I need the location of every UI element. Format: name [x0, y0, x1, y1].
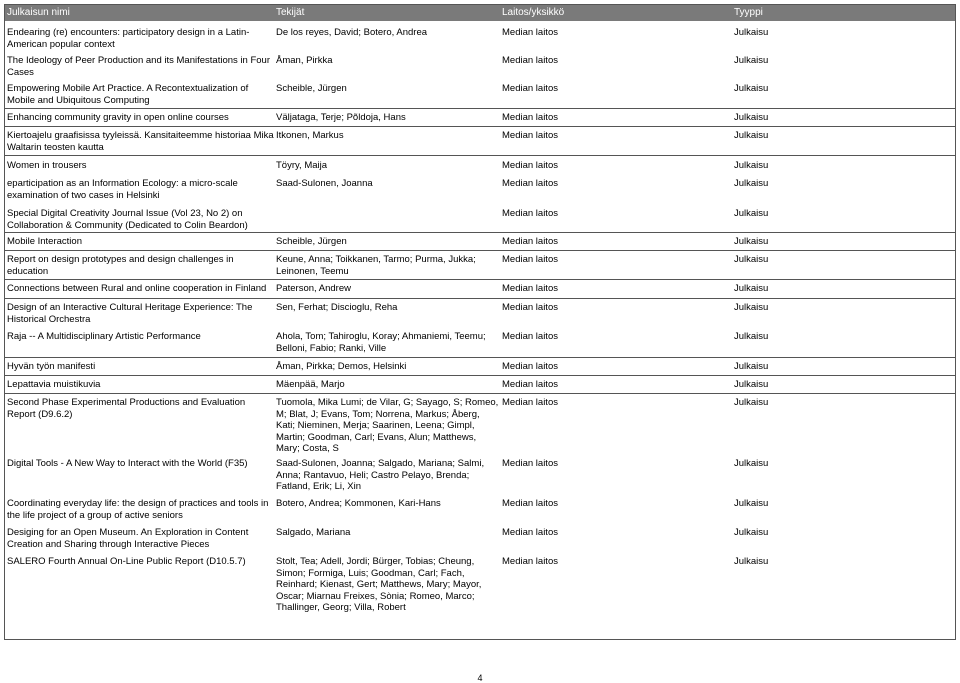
cell-department: Median laitos [502, 498, 558, 509]
row-divider [5, 126, 955, 127]
cell-type: Julkaisu [734, 458, 769, 469]
row-divider [5, 393, 955, 394]
cell-authors: Töyry, Maija [276, 160, 328, 171]
cell-authors: Saad-Sulonen, Joanna; Salgado, Mariana; Salmi, Anna; Rantavuo, Heli; Castro Pelayo, Brenda; Fatland, Erik; Li, Xin [276, 458, 485, 492]
header-type: Tyyppi [734, 7, 763, 18]
cell-title: SALERO Fourth Annual On-Line Public Report (D10.5.7) [7, 556, 246, 567]
row-divider [5, 250, 955, 251]
cell-department: Median laitos [502, 178, 558, 189]
cell-department: Median laitos [502, 112, 558, 123]
cell-department: Median laitos [502, 130, 558, 141]
cell-authors: Saad-Sulonen, Joanna [276, 178, 373, 189]
cell-authors: Keune, Anna; Toikkanen, Tarmo; Purma, Jukka; Leinonen, Teemu [276, 254, 476, 277]
header-title: Julkaisun nimi [7, 7, 70, 18]
cell-title: Endearing (re) encounters: participatory design in a Latin-American popular context [7, 27, 250, 50]
cell-authors: Botero, Andrea; Kommonen, Kari-Hans [276, 498, 441, 509]
cell-title: The Ideology of Peer Production and its Manifestations in Four Cases [7, 55, 270, 78]
cell-type: Julkaisu [734, 397, 769, 408]
cell-authors: Åman, Pirkka; Demos, Helsinki [276, 361, 407, 372]
row-divider [5, 155, 955, 156]
cell-department: Median laitos [502, 331, 558, 342]
cell-department: Median laitos [502, 55, 558, 66]
cell-title: Special Digital Creativity Journal Issue (Vol 23, No 2) on Collaboration & Community (Dedicated to Colin Beardon) [7, 208, 248, 231]
cell-type: Julkaisu [734, 83, 769, 94]
cell-type: Julkaisu [734, 130, 769, 141]
cell-authors: Sen, Ferhat; Discioglu, Reha [276, 302, 398, 313]
cell-department: Median laitos [502, 236, 558, 247]
cell-department: Median laitos [502, 283, 558, 294]
cell-title: Digital Tools - A New Way to Interact with the World (F35) [7, 458, 248, 469]
cell-type: Julkaisu [734, 556, 769, 567]
cell-type: Julkaisu [734, 254, 769, 265]
header-authors: Tekijät [276, 7, 305, 18]
cell-department: Median laitos [502, 254, 558, 265]
cell-type: Julkaisu [734, 379, 769, 390]
cell-department: Median laitos [502, 302, 558, 313]
cell-authors: Paterson, Andrew [276, 283, 351, 294]
cell-type: Julkaisu [734, 27, 769, 38]
table-header [5, 5, 955, 21]
cell-title: Empowering Mobile Art Practice. A Recontextualization of Mobile and Ubiquitous Computing [7, 83, 249, 106]
cell-department: Median laitos [502, 397, 558, 408]
row-divider [5, 279, 955, 280]
cell-type: Julkaisu [734, 208, 769, 219]
cell-department: Median laitos [502, 27, 558, 38]
cell-department: Median laitos [502, 556, 558, 567]
cell-title: Lepattavia muistikuvia [7, 379, 101, 390]
cell-title: Kiertoajelu graafisissa tyyleissä. Kansitaiteemme historiaa Mika Waltarin teosten kautta [7, 130, 274, 153]
cell-title: Raja -- A Multidisciplinary Artistic Performance [7, 331, 201, 342]
cell-title: Mobile Interaction [7, 236, 82, 247]
cell-authors: Väljataga, Terje; Põldoja, Hans [276, 112, 406, 123]
cell-title: Report on design prototypes and design challenges in education [7, 254, 234, 277]
cell-title: Hyvän työn manifesti [7, 361, 96, 372]
cell-authors: Scheible, Jürgen [276, 83, 347, 94]
cell-authors: De los reyes, David; Botero, Andrea [276, 27, 428, 38]
cell-department: Median laitos [502, 160, 558, 171]
cell-department: Median laitos [502, 361, 558, 372]
cell-type: Julkaisu [734, 283, 769, 294]
cell-title: Women in trousers [7, 160, 87, 171]
cell-authors: Salgado, Mariana [276, 527, 351, 538]
cell-title: Second Phase Experimental Productions and Evaluation Report (D9.6.2) [7, 397, 246, 420]
cell-type: Julkaisu [734, 361, 769, 372]
row-divider [5, 375, 955, 376]
cell-department: Median laitos [502, 83, 558, 94]
cell-authors: Åman, Pirkka [276, 55, 333, 66]
cell-type: Julkaisu [734, 331, 769, 342]
row-divider [5, 357, 955, 358]
cell-authors: Itkonen, Markus [276, 130, 344, 141]
cell-type: Julkaisu [734, 498, 769, 509]
cell-title: Desiging for an Open Museum. An Exploration in Content Creation and Sharing through Interactive Pieces [7, 527, 249, 550]
page-number: 4 [477, 673, 483, 683]
row-divider [5, 232, 955, 233]
cell-department: Median laitos [502, 527, 558, 538]
row-divider [5, 108, 955, 109]
cell-title: eparticipation as an Information Ecology: a micro-scale examination of two cases in Helsinki [7, 178, 238, 201]
cell-type: Julkaisu [734, 55, 769, 66]
cell-type: Julkaisu [734, 160, 769, 171]
cell-title: Enhancing community gravity in open online courses [7, 112, 229, 123]
cell-authors: Ahola, Tom; Tahiroglu, Koray; Ahmaniemi, Teemu; Belloni, Fabio; Ranki, Ville [276, 331, 486, 354]
cell-type: Julkaisu [734, 178, 769, 189]
cell-type: Julkaisu [734, 112, 769, 123]
cell-title: Connections between Rural and online cooperation in Finland [7, 283, 267, 294]
cell-title: Design of an Interactive Cultural Heritage Experience: The Historical Orchestra [7, 302, 253, 325]
header-department: Laitos/yksikkö [502, 7, 565, 18]
cell-type: Julkaisu [734, 527, 769, 538]
cell-type: Julkaisu [734, 236, 769, 247]
cell-authors: Scheible, Jürgen [276, 236, 347, 247]
cell-department: Median laitos [502, 208, 558, 219]
cell-authors: Tuomola, Mika Lumi; de Vilar, G; Sayago, S; Romeo, M; Blat, J; Evans, Tom; Norrena, Markus; Åberg, Kati; Nieminen, Merja; Saarinen, Leena; Gimpl, Martin; Goodman, Carl; Evans, Alun; Matthews, Mary; Costa, S [276, 397, 499, 454]
cell-type: Julkaisu [734, 302, 769, 313]
cell-title: Coordinating everyday life: the design of practices and tools in the life project of a group of active seniors [7, 498, 269, 521]
row-divider [5, 298, 955, 299]
cell-department: Median laitos [502, 458, 558, 469]
cell-authors: Mäenpää, Marjo [276, 379, 345, 390]
cell-authors: Stolt, Tea; Adell, Jordi; Bürger, Tobias; Cheung, Simon; Formiga, Luis; Goodman, Carl; Fach, Reinhard; Kienast, Gert; Matthews, Mary; Mayor, Oscar; Miarnau Freixes, Sònia; Romeo, Marco; Thallinger, Georg; Villa, Robert [276, 556, 482, 613]
cell-department: Median laitos [502, 379, 558, 390]
